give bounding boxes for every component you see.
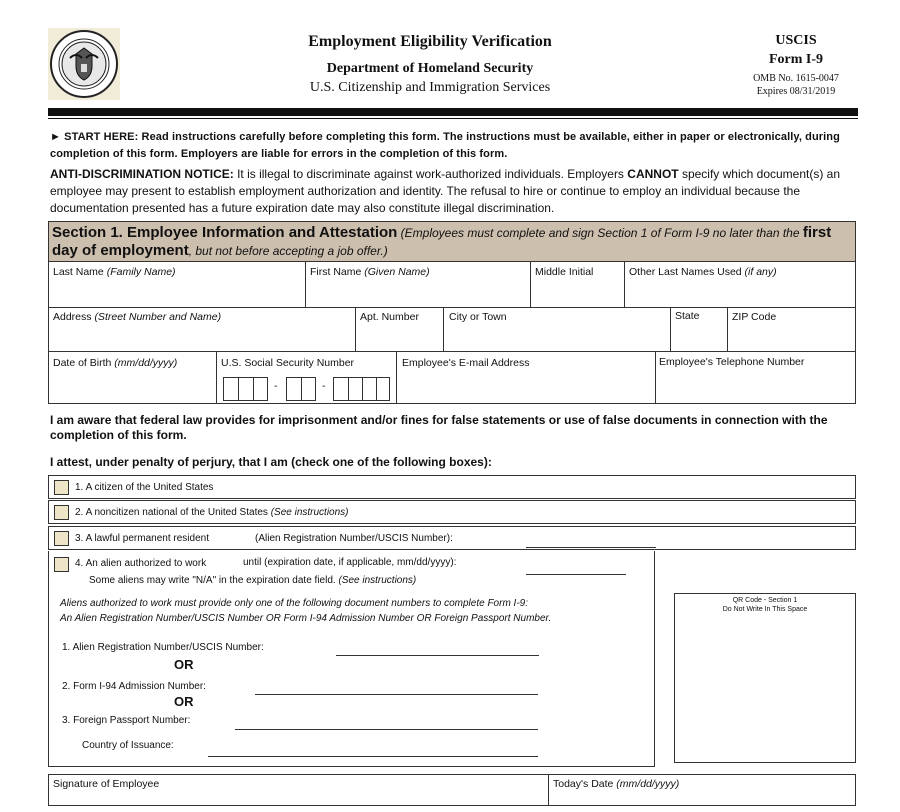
grid-col-divider <box>624 262 625 307</box>
anti-discrimination-lead: ANTI-DISCRIMINATION NOTICE: <box>50 167 234 181</box>
last-name-hint: (Family Name) <box>106 266 176 278</box>
signature-label: Signature of Employee <box>53 778 160 790</box>
employee-info-grid <box>48 262 856 404</box>
anti-discrimination-text-1: It is illegal to discriminate against work-authorized individuals. Employers <box>233 167 628 181</box>
state-field[interactable] <box>675 310 700 322</box>
city-label: City or Town <box>449 311 507 323</box>
signature-divider <box>548 774 549 806</box>
department-name: Department of Homeland Security <box>326 61 534 76</box>
passport-input-line[interactable] <box>235 729 538 730</box>
dob-field[interactable] <box>53 357 177 369</box>
option-citizen-label: 1. A citizen of the United States <box>75 482 214 493</box>
start-here-text: Read instructions carefully before completing this form. The instructions must be available, either in paper or electronically, during completion of this form. Employers are liable for errors in the completion of this form. <box>50 131 840 160</box>
option-noncitizen-national-text: 2. A noncitizen national of the United States <box>75 507 271 518</box>
ssn-part-3-input[interactable] <box>333 377 390 401</box>
phone-field[interactable] <box>659 356 804 368</box>
state-label: State <box>675 310 700 322</box>
dhs-seal-graphic <box>48 28 120 100</box>
dob-label: Date of Birth <box>53 357 115 369</box>
anti-discrimination-notice <box>50 166 860 217</box>
grid-col-divider <box>443 307 444 351</box>
first-name-hint: (Given Name) <box>364 266 430 278</box>
first-name-field[interactable] <box>310 266 430 278</box>
alien-registration-label: 1. Alien Registration Number/USCIS Number: <box>62 642 264 653</box>
country-issuance-input-line[interactable] <box>208 756 538 757</box>
qr-code-title: QR Code - Section 1 <box>732 597 798 604</box>
agency-abbrev: USCIS <box>775 33 817 48</box>
country-issuance-label: Country of Issuance: <box>82 740 174 751</box>
alien-docs-intro-2: An Alien Registration Number/USCIS Number OR Form I-94 Admission Number OR Foreign Passport Number. <box>60 613 552 624</box>
email-field[interactable] <box>402 357 529 369</box>
first-name-label: First Name <box>310 266 365 278</box>
omb-number: OMB No. 1615-0047 <box>753 73 839 84</box>
section1-note-a: (Employees must complete and sign Section 1 of Form I-9 no later than the <box>397 226 803 240</box>
city-field[interactable] <box>449 311 507 323</box>
grid-col-divider <box>396 351 397 404</box>
qr-code-instruction: Do Not Write In This Space <box>722 606 808 613</box>
expiration-date: Expires 08/31/2019 <box>756 86 836 97</box>
header-rule-thin <box>48 118 858 119</box>
phone-label: Employee's Telephone Number <box>659 356 805 368</box>
grid-col-divider <box>216 351 217 404</box>
i94-input-line[interactable] <box>255 694 538 695</box>
ssn-part-2-input[interactable] <box>286 377 316 401</box>
start-here-notice <box>50 129 860 163</box>
option-permanent-resident-label: 3. A lawful permanent resident <box>75 533 209 544</box>
middle-initial-label: Middle Initial <box>535 266 594 278</box>
grid-row-divider <box>48 307 856 308</box>
grid-col-divider <box>530 262 531 307</box>
grid-col-divider <box>670 307 671 351</box>
section1-note-c: , but not before accepting a job offer.) <box>188 244 388 258</box>
email-label: Employee's E-mail Address <box>402 357 530 369</box>
section1-title: Section 1. Employee Information and Attestation <box>52 224 398 241</box>
expiration-date-input-line[interactable] <box>526 574 626 575</box>
form-title: Employment Eligibility Verification <box>308 33 552 50</box>
option-alien-authorized-checkbox[interactable] <box>54 557 69 572</box>
other-last-names-field[interactable] <box>629 266 777 278</box>
section1-note-b: first day of employment <box>52 224 832 259</box>
option-noncitizen-national-checkbox[interactable] <box>54 505 69 520</box>
or-separator-1: OR <box>174 657 194 672</box>
awareness-statement: I am aware that federal law provides for imprisonment and/or fines for false statements or use of false documents in connection with the completion of this form. <box>50 413 828 442</box>
passport-label: 3. Foreign Passport Number: <box>62 715 191 726</box>
dob-hint: (mm/dd/yyyy) <box>114 357 178 369</box>
last-name-field[interactable] <box>53 266 176 278</box>
option-permanent-resident-field-label: (Alien Registration Number/USCIS Number): <box>255 533 453 544</box>
start-arrow-icon: ► <box>50 131 65 143</box>
option-alien-authorized-label: 4. An alien authorized to work <box>75 558 207 569</box>
option-alien-note <box>89 575 416 586</box>
middle-initial-field[interactable] <box>535 266 593 278</box>
i94-label: 2. Form I-94 Admission Number: <box>62 681 206 692</box>
header-rule <box>48 108 858 116</box>
grid-col-divider <box>655 351 656 404</box>
ssn-part-1-input[interactable] <box>223 377 268 401</box>
alien-docs-intro-1: Aliens authorized to work must provide only one of the following document numbers to complete Form I-9: <box>60 598 529 609</box>
apt-number-label: Apt. Number <box>360 311 419 323</box>
grid-row-divider <box>48 351 856 352</box>
option-noncitizen-national-hint: (See instructions) <box>270 507 349 518</box>
grid-col-divider <box>355 307 356 351</box>
ssn-dash-1: - <box>274 380 278 392</box>
last-name-label: Last Name <box>53 266 107 278</box>
apt-number-field[interactable] <box>360 311 419 323</box>
signature-row <box>48 774 856 806</box>
today-date-hint: (mm/dd/yyyy) <box>616 778 680 790</box>
today-date-label: Today's Date <box>553 778 617 790</box>
form-number: Form I-9 <box>768 52 824 67</box>
anti-discrimination-cannot: CANNOT <box>627 167 679 181</box>
agency-name: U.S. Citizenship and Immigration Services <box>309 80 551 95</box>
anti-discrimination-text-2: specify which document(s) an employee may present to establish employment authorization and identity. The refusal to hire or continue to employ an individual because the documentation presented has a future expiration date may also constitute illegal discrimination. <box>50 167 841 215</box>
dhs-seal <box>48 28 120 100</box>
ssn-label: U.S. Social Security Number <box>221 357 355 369</box>
other-last-names-label: Other Last Names Used <box>629 266 745 278</box>
grid-col-divider <box>305 262 306 307</box>
ssn-dash-2: - <box>322 380 326 392</box>
start-here-lead: START HERE: <box>64 131 139 143</box>
attestation-statement: I attest, under penalty of perjury, that I am (check one of the following boxes): <box>50 455 492 469</box>
option-noncitizen-national-label <box>75 507 349 518</box>
alien-number-input-line[interactable] <box>526 547 656 548</box>
qr-code-note <box>674 596 856 614</box>
address-hint: (Street Number and Name) <box>94 311 222 323</box>
or-separator-2: OR <box>174 694 194 709</box>
address-field[interactable] <box>53 311 221 323</box>
qr-code-box <box>674 593 856 763</box>
alien-registration-input-line[interactable] <box>336 655 539 656</box>
zip-field[interactable] <box>732 311 776 323</box>
zip-label: ZIP Code <box>732 311 777 323</box>
option-alien-until-label: until (expiration date, if applicable, mm/dd/yyyy): <box>243 557 457 568</box>
today-date-field[interactable] <box>553 778 679 790</box>
grid-col-divider <box>727 307 728 351</box>
option-alien-note-hint: (See instructions) <box>338 575 417 586</box>
signature-field[interactable] <box>53 778 159 790</box>
option-permanent-resident-checkbox[interactable] <box>54 531 69 546</box>
section1-heading <box>52 224 852 260</box>
option-citizen-checkbox[interactable] <box>54 480 69 495</box>
other-last-names-hint: (if any) <box>744 266 777 278</box>
option-alien-note-text: Some aliens may write "N/A" in the expiration date field. <box>89 575 339 586</box>
address-label: Address <box>53 311 95 323</box>
